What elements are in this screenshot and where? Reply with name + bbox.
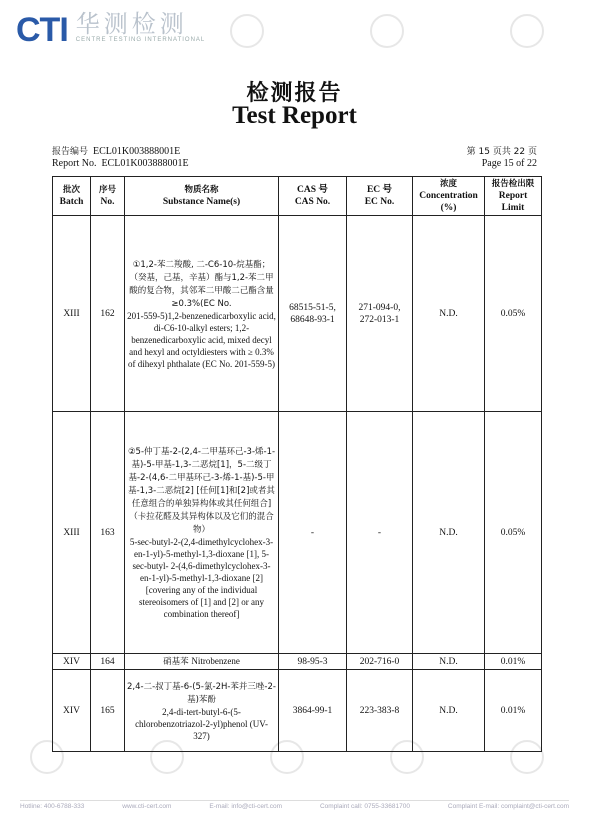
cell-batch: XIV: [53, 654, 91, 670]
substance-en: Nitrobenzene: [191, 656, 240, 666]
table-row: [53, 654, 542, 670]
substance-cn: 硝基苯: [163, 657, 192, 667]
cell-limit: 0.05%: [485, 412, 542, 654]
cell-no: 162: [91, 216, 125, 412]
header-batch: 批次 Batch: [53, 177, 91, 216]
cell-ec: -: [347, 412, 413, 654]
cell-cas: -: [279, 412, 347, 654]
cell-no: 165: [91, 670, 125, 752]
report-no-label-cn: 报告编号: [52, 147, 89, 157]
report-no-value: ECL01K003888001E: [93, 146, 181, 157]
table-row: [53, 216, 542, 412]
substance-en: 2,4-di-tert-butyl-6-(5-chlorobenzotriazol-2-yl)phenol (UV-327): [135, 706, 268, 741]
footer-hotline: Hotline: 400-6788-333: [20, 803, 85, 810]
results-table: [52, 176, 542, 752]
header-concentration: 浓度 Concentration (%): [413, 177, 485, 216]
cell-substance: [125, 216, 279, 412]
report-no-label-en: Report No.: [52, 158, 97, 169]
cell-no: 163: [91, 412, 125, 654]
header-no: 序号 No.: [91, 177, 125, 216]
logo-cn-text: 华测检测: [75, 10, 188, 38]
report-no-value-en: ECL01K003888001E: [101, 158, 189, 169]
header-substance: 物质名称 Substance Name(s): [125, 177, 279, 216]
cell-batch: XIII: [53, 216, 91, 412]
company-logo: [16, 10, 205, 50]
cell-limit: 0.01%: [485, 670, 542, 752]
cell-no: 164: [91, 654, 125, 670]
substance-cn: ②5-仲丁基-2-(2,4-二甲基环己-3-烯-1-基)-5-甲基-1,3-二恶烷[1]，5-二级丁基-2-(4,6-二甲基环己-3-烯-1-基)-5-甲基-1,3-二恶烷[2] [任何[1]和[2]或者其任意组合的单独异构体或其任何组合]（卡拉花醛及其异构体以及它们的混合物）: [127, 447, 276, 535]
cell-cas: 3864-99-1: [279, 670, 347, 752]
watermark-icon: [230, 14, 264, 48]
header-cas: CAS 号 CAS No.: [279, 177, 347, 216]
table-header-row: [53, 177, 542, 216]
cell-cas: 98-95-3: [279, 654, 347, 670]
header-report-limit: 报告检出限 Report Limit: [485, 177, 542, 216]
cell-substance: [125, 670, 279, 752]
cell-ec: 202-716-0: [347, 654, 413, 670]
substance-en: 5-sec-butyl-2-(2,4-dimethylcyclohex-3-en-1-yl)-5-methyl-1,3-dioxane [1], 5-sec-butyl- 2-(4,6-dimethylcyclohex-3-en-1-yl)-5-methyl-1,3-dioxane [2] [covering any of the individual stereoisomers of [1] and [2] or any combination thereof]: [129, 537, 274, 619]
cell-batch: XIII: [53, 412, 91, 654]
cell-concentration: N.D.: [413, 412, 485, 654]
substance-cn: ①1,2-苯二羧酸, 二-C6-10-烷基酯；（癸基，己基，辛基）酯与1,2-苯二甲酸的复合物，其邻苯二甲酸二己酯含量≥0.3%(EC No.: [129, 259, 274, 309]
logo-mark: CTI: [16, 11, 68, 49]
cell-concentration: N.D.: [413, 654, 485, 670]
cell-substance: [125, 412, 279, 654]
logo-en-text: CENTRE TESTING INTERNATIONAL: [75, 37, 206, 43]
footer-website[interactable]: www.cti-cert.com: [122, 803, 172, 810]
footer-complaint-call: Complaint call: 0755-33681700: [319, 803, 410, 810]
cell-ec: 271-094-0, 272-013-1: [347, 216, 413, 412]
page-en: Page 15 of 22: [481, 158, 537, 169]
page-cn: 第 15 页共 22 页: [466, 147, 537, 157]
footer-email[interactable]: E-mail: info@cti-cert.com: [209, 803, 283, 810]
cell-ec: 223-383-8: [347, 670, 413, 752]
header-ec: EC 号 EC No.: [347, 177, 413, 216]
cell-limit: 0.05%: [485, 216, 542, 412]
table-row: [53, 670, 542, 752]
cell-concentration: N.D.: [413, 216, 485, 412]
report-number: [52, 146, 189, 170]
title-en: Test Report: [232, 102, 357, 129]
page-footer: [20, 800, 569, 810]
table-row: [53, 412, 542, 654]
cell-batch: XIV: [53, 670, 91, 752]
cell-limit: 0.01%: [485, 654, 542, 670]
cell-concentration: N.D.: [413, 670, 485, 752]
cell-cas: 68515-51-5, 68648-93-1: [279, 216, 347, 412]
watermark-icon: [370, 14, 404, 48]
substance-cn: 2,4-二-叔丁基-6-(5-氯-2H-苯并三唑-2-基)苯酚: [127, 681, 276, 705]
title-cn: 检测报告: [246, 81, 343, 106]
footer-complaint-email[interactable]: Complaint E-mail: complaint@cti-cert.com: [447, 803, 569, 810]
cell-substance: [125, 654, 279, 670]
watermark-icon: [510, 14, 544, 48]
page-number: [467, 146, 537, 170]
substance-en: 201-559-5)1,2-benzenedicarboxylic acid, di-C6-10-alkyl esters; 1,2- benzenedicarboxylic acid, mixed decyl and hexyl and octyldiesters with ≥ 0.3% of dihexyl phthalate (EC No. 201-559-5): [127, 310, 276, 369]
